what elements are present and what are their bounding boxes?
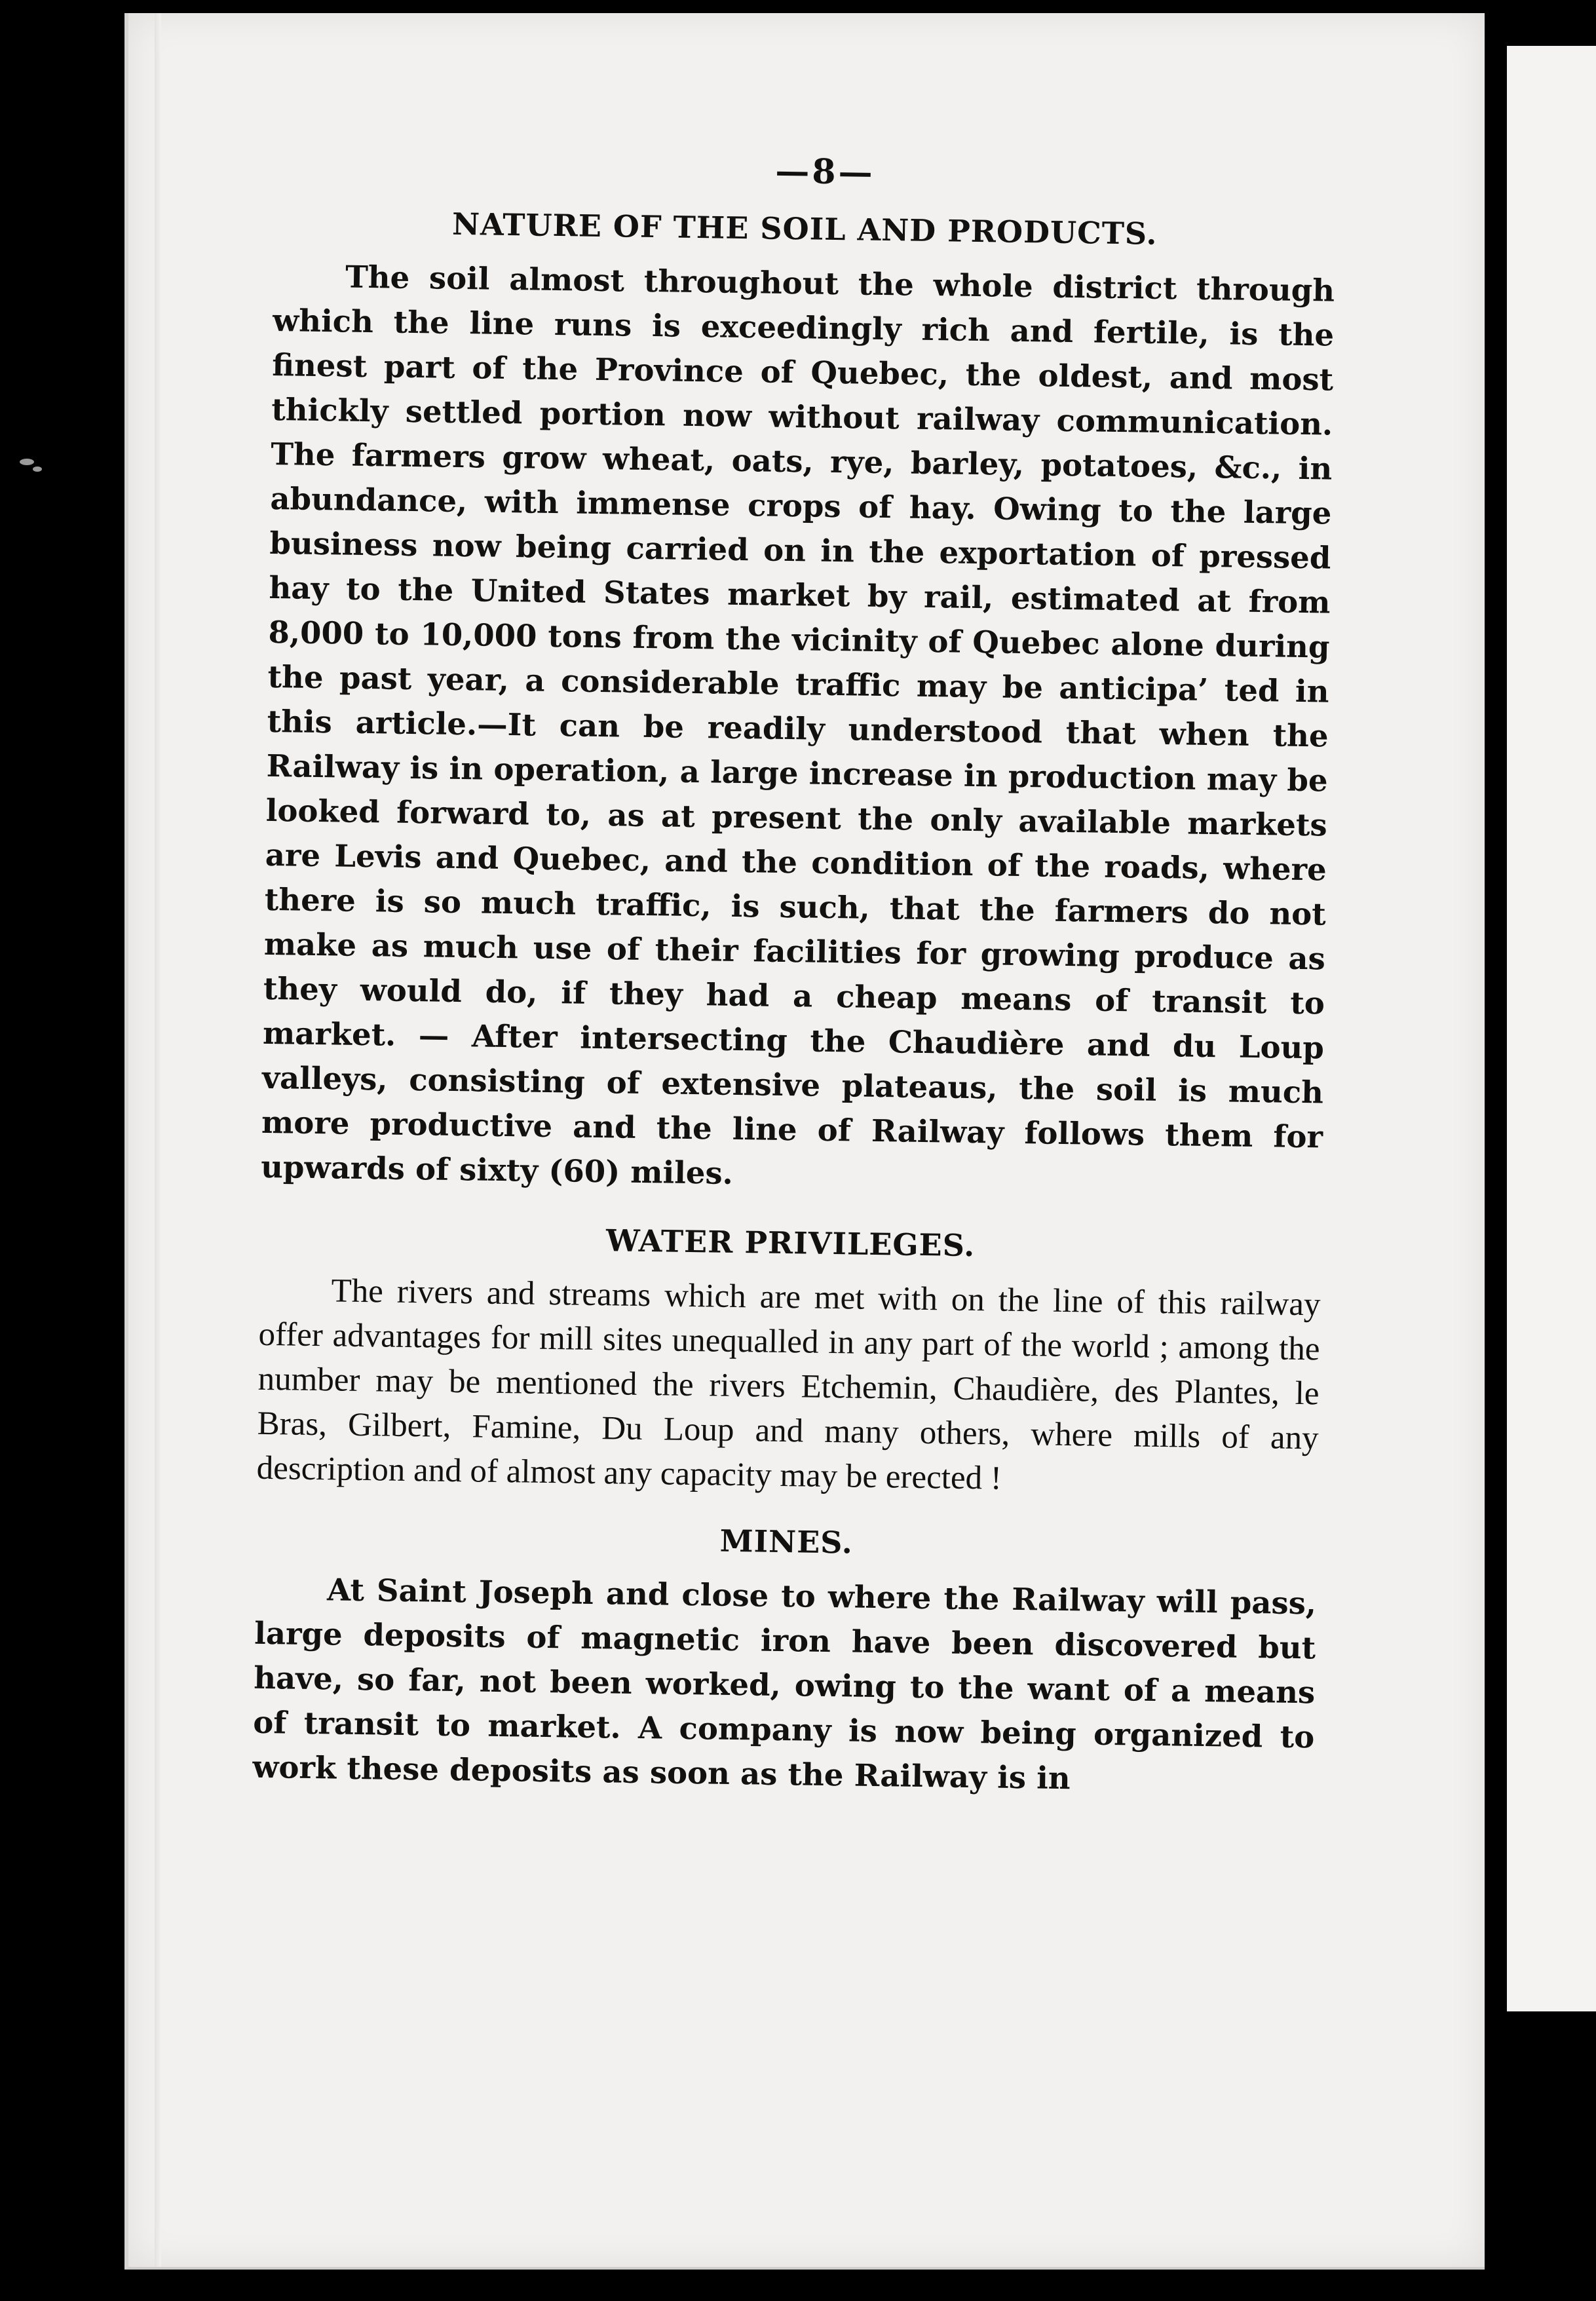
- section-heading-water: WATER PRIVILEGES.: [605, 1223, 976, 1264]
- page-number: —8—: [774, 151, 876, 193]
- section-heading-soil: NATURE OF THE SOIL AND PRODUCTS.: [451, 206, 1158, 252]
- section-body-soil: The soil almost throughout the whole district through which the line runs is exceedingly rich and fertile, is the finest part of the Province of Quebec, the oldest, and most thickly settled portion now without railway communication. The farmers grow wheat, oats, rye, barley, potatoes, &c., in abundance, with immense crops of hay. Owing to the large business now being carried on in the exportation of pressed hay to the United States market by rail, estimated at from 8,000 to 10,000 tons from the vicinity of Quebec alone during the past year, a considerable traffic may be anticipa’ ted in this article.—It can be readily understood that when the Railway is in operation, a large increase in production may be looked forward to, as at present the only available markets are Levis and Quebec, and the condition of the roads, where there is so much traffic, is such, that the farmers do not make as much use of their facilities for growing produce as they would do, if they had a cheap means of transit to market. — After intersecting the Chaudière and du Loup valleys, consisting of extensive plateaus, the soil is much more productive and the line of Railway follows them for upwards of sixty (60) miles.: [260, 258, 1335, 1191]
- page-text-block: [252, 144, 1337, 1804]
- section-body-mines: At Saint Joseph and close to where the Railway will pass, large deposits of magnetic iron have been discovered but have, so far, not been worked, owing to the want of a means of transit to market. A company is now being organized to work these deposits as soon as the Railway is in: [252, 1571, 1317, 1797]
- facing-page-edge: [1507, 46, 1596, 2011]
- margin-speck: [33, 466, 42, 472]
- section-heading-mines: MINES.: [719, 1523, 854, 1561]
- margin-speck: [20, 459, 34, 465]
- section-body-water: The rivers and streams which are met with on the line of this railway offer advantages for mill sites unequalled in any part of the world ; among the number may be mentioned the rivers Etchemin, Chaudière, des Plantes, le Bras, Gilbert, Famine, Du Loup and many others, where mills of any description and of almost any capacity may be erected !: [256, 1272, 1321, 1497]
